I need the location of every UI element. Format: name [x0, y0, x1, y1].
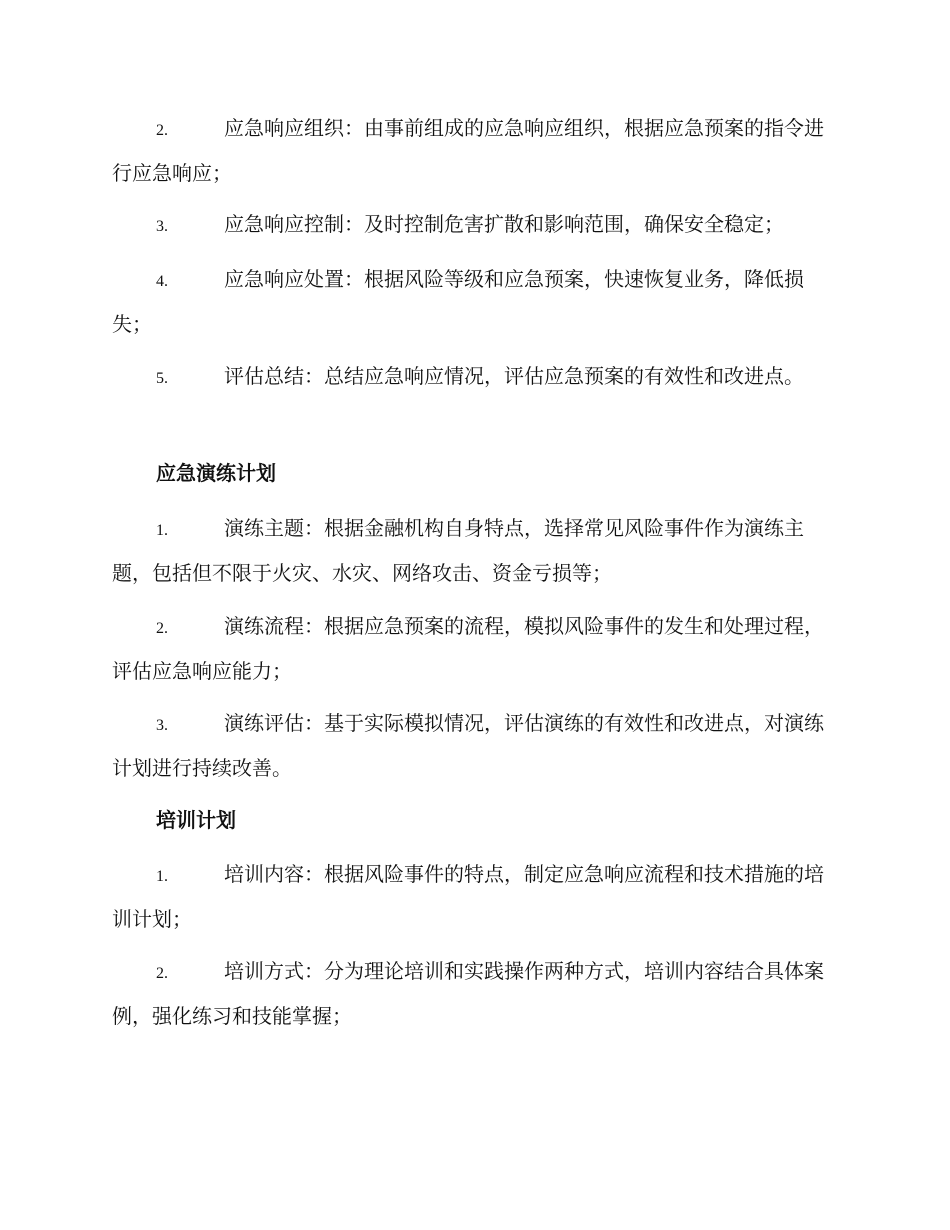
- item-number: 5.: [156, 370, 168, 387]
- list-item: [112, 853, 832, 940]
- item-number: 1.: [156, 868, 168, 885]
- list-item: [112, 107, 832, 194]
- item-text: 演练评估：基于实际模拟情况，评估演练的有效性和改进点，对演练计划进行持续改善。: [112, 711, 824, 780]
- item-text: 应急响应处置：根据风险等级和应急预案，快速恢复业务，降低损失；: [112, 267, 804, 336]
- item-text: 培训方式：分为理论培训和实践操作两种方式，培训内容结合具体案例，强化练习和技能掌握；: [112, 959, 824, 1028]
- item-number: 1.: [156, 522, 168, 539]
- item-text: 演练流程：根据应急预案的流程，模拟风险事件的发生和处理过程，评估应急响应能力；: [112, 614, 824, 683]
- list-item: [112, 702, 832, 789]
- section-heading: 应急演练计划: [156, 461, 276, 485]
- item-number: 3.: [156, 218, 168, 235]
- item-text: 应急响应组织：由事前组成的应急响应组织，根据应急预案的指令进行应急响应；: [112, 116, 824, 185]
- item-text: 演练主题：根据金融机构自身特点，选择常见风险事件作为演练主题，包括但不限于火灾、水灾、网络攻击、资金亏损等；: [112, 516, 804, 585]
- list-item: [112, 203, 832, 248]
- item-number: 2.: [156, 965, 168, 982]
- list-item: [112, 258, 832, 345]
- item-text: 应急响应控制：及时控制危害扩散和影响范围，确保安全稳定；: [224, 212, 784, 236]
- list-item: [112, 950, 832, 1037]
- list-item: [112, 507, 832, 594]
- item-number: 4.: [156, 273, 168, 290]
- section-heading: 培训计划: [156, 808, 236, 832]
- list-item: [112, 355, 832, 400]
- item-number: 3.: [156, 717, 168, 734]
- list-item: [112, 605, 832, 692]
- item-number: 2.: [156, 620, 168, 637]
- item-text: 培训内容：根据风险事件的特点，制定应急响应流程和技术措施的培训计划；: [112, 862, 824, 931]
- item-text: 评估总结：总结应急响应情况，评估应急预案的有效性和改进点。: [224, 364, 804, 388]
- item-number: 2.: [156, 122, 168, 139]
